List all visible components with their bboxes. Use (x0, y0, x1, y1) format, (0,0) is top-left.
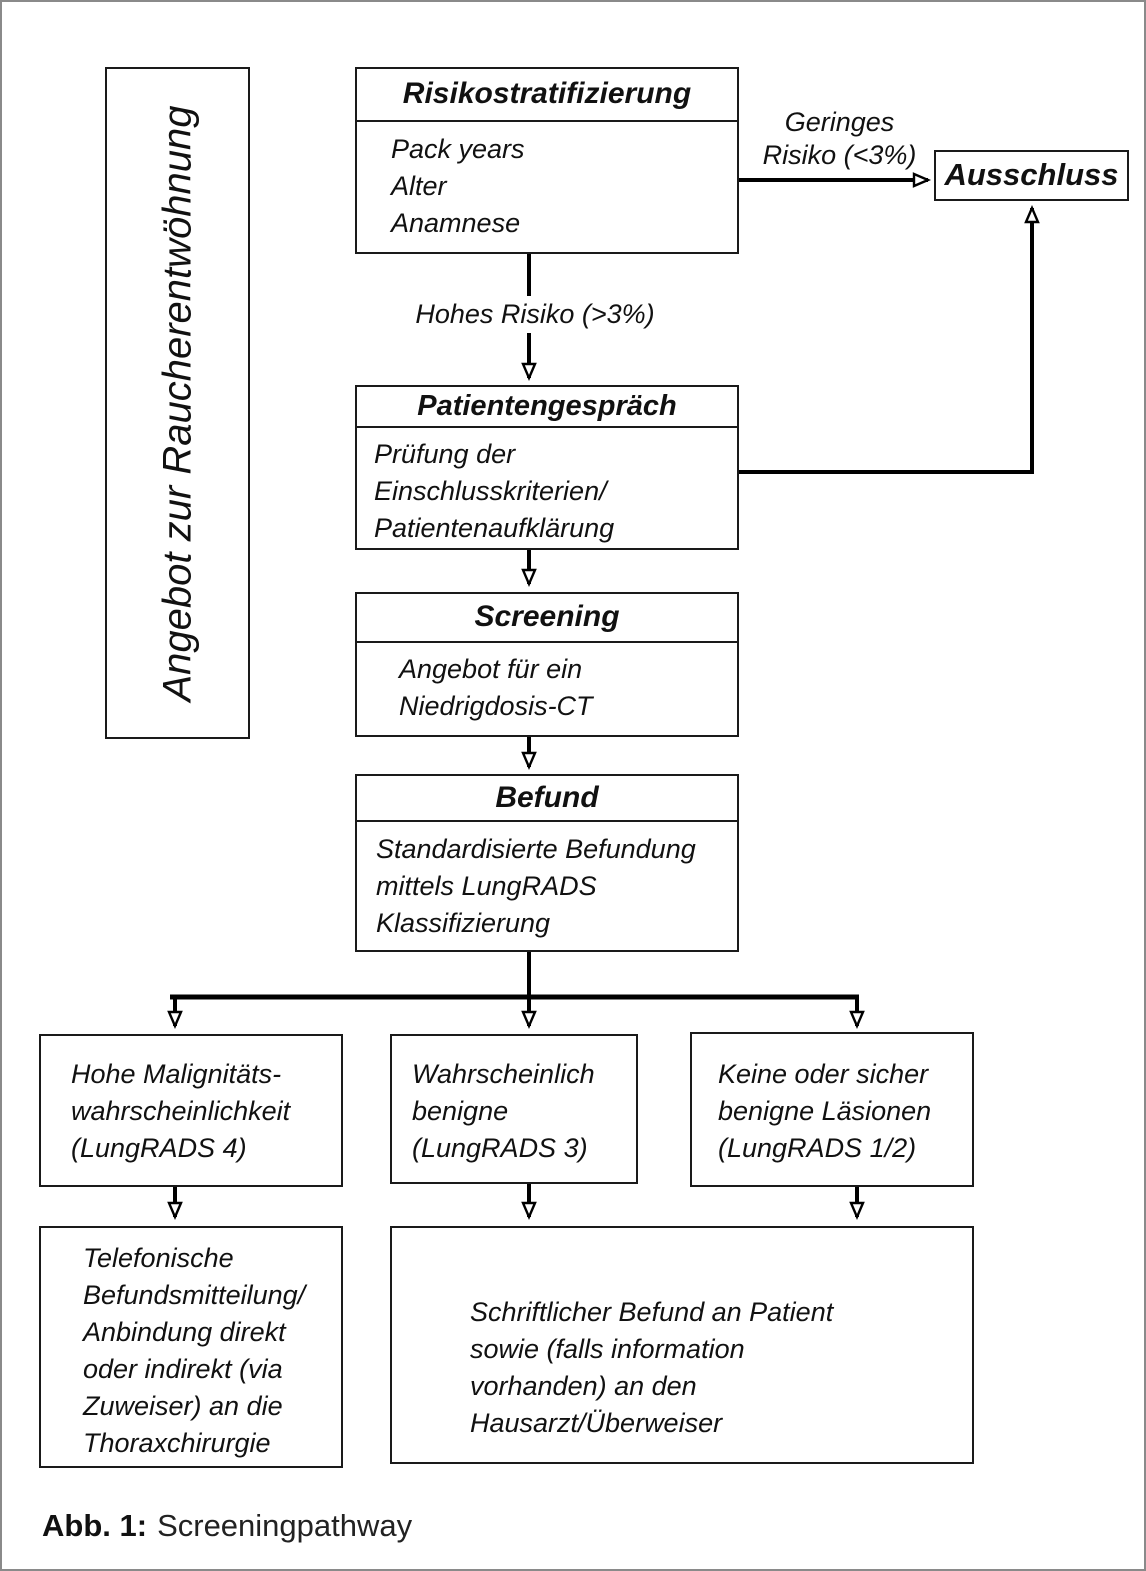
risk-stratification-title: Risikostratifizierung (357, 69, 737, 122)
lungrads12-line: benigne Läsionen (718, 1096, 932, 1126)
phone-report-line: oder indirekt (via (83, 1354, 283, 1384)
lungrads3-line: Wahrscheinlich (412, 1059, 595, 1089)
screening-line: Niedrigdosis-CT (399, 691, 593, 721)
written-report-line: sowie (falls information (470, 1334, 745, 1364)
written-report-line: vorhanden) an den (470, 1371, 697, 1401)
written-report-line: Hausarzt/Überweiser (470, 1408, 723, 1438)
lungrads4-line: wahrscheinlichkeit (71, 1096, 291, 1126)
findings-line: Standardisierte Befundung (376, 834, 696, 864)
screening-title: Screening (357, 594, 737, 643)
patient-talk-box (355, 385, 739, 550)
lungrads3-line: benigne (412, 1096, 509, 1126)
lungrads4-box (39, 1034, 343, 1187)
patient-talk-line: Einschlusskriterien/ (374, 476, 607, 506)
lungrads3-line: (LungRADS 3) (412, 1133, 588, 1163)
risk-stratification-box (355, 67, 739, 254)
lungrads4-line: Hohe Malignitäts- (71, 1059, 282, 1089)
written-report-line: Schriftlicher Befund an Patient (470, 1297, 834, 1327)
figure-caption (42, 1508, 412, 1544)
figure-caption-label: Abb. 1: (42, 1508, 148, 1543)
patient-talk-title: Patientengespräch (357, 387, 737, 428)
high-risk-edge-label: Hohes Risiko (>3%) (404, 296, 666, 333)
phone-report-line: Befundsmitteilung/ (83, 1280, 306, 1310)
exclusion-box (934, 150, 1129, 201)
lungrads12-line: Keine oder sicher (718, 1059, 929, 1089)
low-risk-edge-label: Geringes Risiko (<3%) (762, 107, 917, 170)
smoking-cessation-side-box (105, 67, 250, 739)
exclusion-title: Ausschluss (944, 157, 1119, 192)
written-report-box (390, 1226, 974, 1464)
lungrads12-line: (LungRADS 1/2) (718, 1133, 917, 1163)
screening-box (355, 592, 739, 737)
lungrads4-line: (LungRADS 4) (71, 1133, 247, 1163)
arrow-patient-to-exclusion (739, 208, 1032, 472)
screening-line: Angebot für ein (399, 654, 583, 684)
patient-talk-line: Prüfung der (374, 439, 516, 469)
risk-line: Alter (391, 171, 447, 201)
lungrads12-box (690, 1032, 974, 1187)
phone-report-line: Zuweiser) an die (83, 1391, 283, 1421)
findings-line: Klassifizierung (376, 908, 551, 938)
risk-line: Anamnese (391, 208, 521, 238)
smoking-cessation-label: Angebot zur Raucherentwöhnung (155, 105, 200, 701)
phone-report-line: Telefonische (83, 1243, 234, 1273)
lungrads3-box (390, 1034, 638, 1184)
findings-box (355, 774, 739, 952)
patient-talk-line: Patientenaufklärung (374, 513, 615, 543)
phone-report-box (39, 1226, 343, 1468)
findings-title: Befund (357, 776, 737, 822)
phone-report-line: Thoraxchirurgie (83, 1428, 271, 1458)
phone-report-line: Anbindung direkt (83, 1317, 286, 1347)
figure-caption-text: Screeningpathway (157, 1508, 413, 1543)
findings-line: mittels LungRADS (376, 871, 597, 901)
risk-line: Pack years (391, 134, 525, 164)
